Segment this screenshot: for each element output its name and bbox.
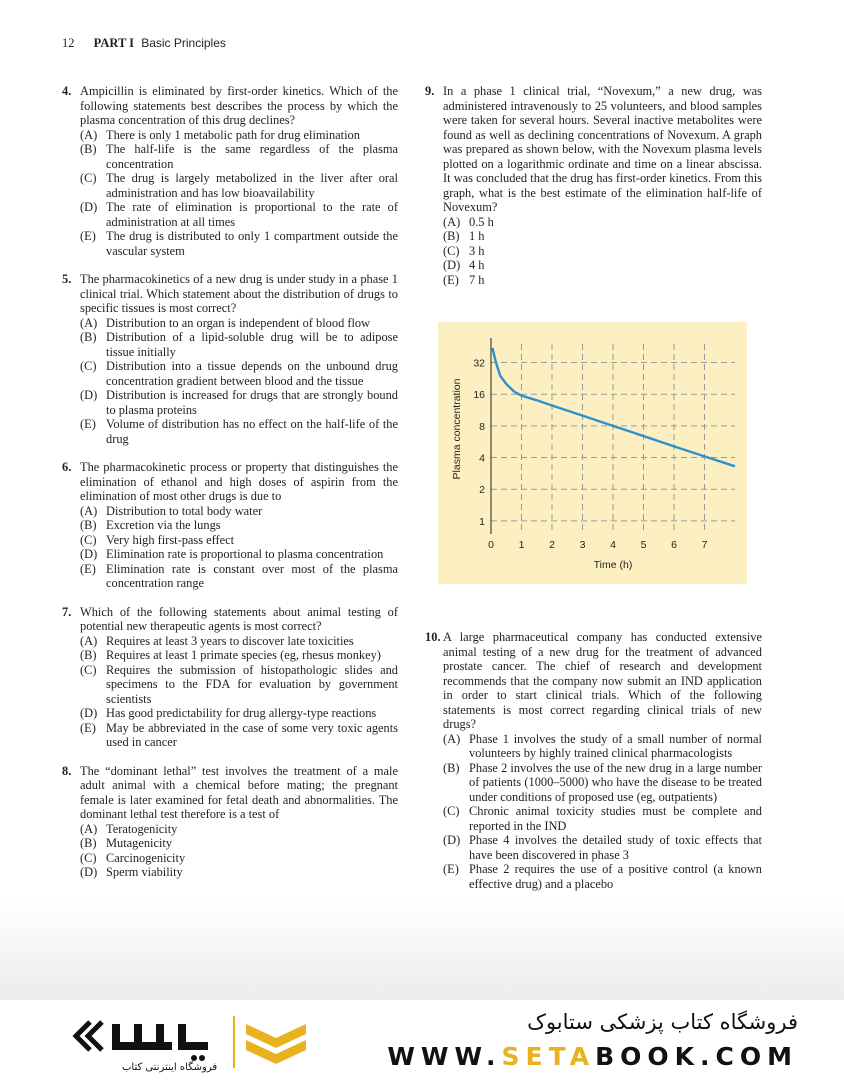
- option-letter: (A): [80, 821, 98, 836]
- question-text: Ampicillin is eliminated by first-order kinetics. Which of the following statements best describes the process by which the plasma concentration of this drug declines?: [80, 84, 398, 127]
- answer-option: [80, 648, 398, 663]
- option-text: 4 h: [469, 258, 485, 272]
- option-text: Has good predictability for drug allergy-type reactions: [106, 706, 377, 720]
- url-part-www: WWW.: [387, 1042, 502, 1071]
- option-text: The half-life is the same regardless of the plasma concentration: [106, 142, 398, 171]
- option-letter: (B): [443, 229, 460, 243]
- plasma-concentration-chart: [438, 322, 747, 584]
- question-number: 5.: [62, 272, 72, 286]
- option-letter: (E): [443, 862, 459, 876]
- option-text: Chronic animal toxicity studies must be complete and reported in the IND: [469, 804, 762, 833]
- x-tick-label: 1: [518, 539, 525, 551]
- left-column: [62, 84, 398, 894]
- answer-option: [80, 142, 398, 171]
- question-stem: [62, 272, 398, 316]
- footer-shade: [0, 900, 844, 1000]
- y-axis-label: Plasma concentration: [451, 378, 463, 480]
- option-letter: (D): [80, 865, 98, 879]
- section-title: Basic Principles: [141, 36, 226, 50]
- question-number: 4.: [62, 84, 72, 98]
- question-stem: [425, 84, 762, 215]
- option-letter: (E): [80, 561, 96, 576]
- answer-option: [443, 761, 762, 805]
- option-letter: (D): [80, 706, 98, 720]
- option-letter: (C): [443, 243, 460, 258]
- answer-option: [80, 721, 398, 750]
- logo-subtitle: فروشگاه اینترنتی کتاب: [122, 1062, 218, 1073]
- option-letter: (A): [80, 315, 98, 330]
- x-tick-label: 0: [488, 539, 494, 551]
- question-item: [62, 272, 398, 446]
- store-name: فروشگاه کتاب پزشکی ستابوک: [527, 1010, 798, 1034]
- answer-option: [443, 229, 762, 244]
- answer-option: [80, 547, 398, 562]
- option-letter: (C): [80, 532, 97, 547]
- option-letter: (A): [443, 214, 461, 229]
- option-letter: (E): [80, 229, 96, 243]
- setabook-logo: [62, 1010, 312, 1074]
- option-text: Elimination rate is proportional to plasma concentration: [106, 547, 384, 561]
- answer-option: [80, 417, 398, 446]
- logo-wordmark: [112, 1024, 208, 1061]
- option-letter: (D): [443, 258, 461, 272]
- option-text: Teratogenicity: [106, 821, 178, 836]
- answer-option: [80, 359, 398, 388]
- answer-option: [443, 244, 762, 259]
- answer-option: [80, 851, 398, 866]
- url-part-seta: SETA: [501, 1042, 596, 1071]
- option-letter: (B): [80, 518, 97, 532]
- logo-chevrons-left-icon: [76, 1022, 102, 1050]
- answer-option: [80, 822, 398, 837]
- question-item: [62, 84, 398, 258]
- option-letter: (E): [80, 720, 96, 735]
- option-letter: (C): [80, 662, 97, 677]
- option-text: Volume of distribution has no effect on the half-life of the drug: [106, 417, 398, 446]
- question-text: The pharmacokinetics of a new drug is under study in a phase 1 clinical trial. Which statement about the distribution of drugs to specific tissues is most correct?: [80, 272, 398, 315]
- x-tick-label: 4: [610, 539, 616, 551]
- right-column: [425, 84, 762, 301]
- question-text: Which of the following statements about animal testing of potential new therapeutic agents is most correct?: [80, 604, 398, 633]
- logo-chevrons-down-icon: [246, 1024, 306, 1064]
- option-text: Very high first-pass effect: [106, 532, 235, 547]
- question-stem: [425, 630, 762, 732]
- option-text: Requires the submission of histopathologic slides and specimens to the FDA for evaluation by government scientists: [106, 662, 398, 706]
- answer-option: [80, 128, 398, 143]
- option-text: 0.5 h: [469, 214, 494, 229]
- answer-option: [80, 200, 398, 229]
- question-item: [62, 764, 398, 880]
- answer-option: [443, 273, 762, 288]
- option-text: May be abbreviated in the case of some very toxic agents used in cancer: [106, 720, 398, 749]
- option-text: The rate of elimination is proportional to the rate of administration at all times: [106, 200, 398, 229]
- answer-option: [443, 215, 762, 230]
- question-text: A large pharmaceutical company has conducted extensive animal testing of a new drug for the treatment of advanced prostate cancer. The chief of research and development recommends that the company now submit an IND application in order to start clinical trials. Which of the following statements is most correct regarding clinical trials of new drugs?: [443, 630, 762, 731]
- answer-option: [80, 316, 398, 331]
- option-text: 1 h: [469, 229, 485, 243]
- question-number: 8.: [62, 763, 72, 778]
- answer-option: [80, 562, 398, 591]
- option-letter: (A): [80, 633, 98, 648]
- question-number: 10.: [425, 630, 441, 644]
- x-axis-label: Time (h): [593, 559, 633, 571]
- question-stem: [62, 460, 398, 504]
- option-letter: (B): [80, 330, 97, 344]
- answer-option: [80, 388, 398, 417]
- answer-option: [80, 330, 398, 359]
- option-text: The drug is largely metabolized in the liver after oral administration and has low bioavailability: [106, 171, 398, 200]
- part-label: PART I: [93, 36, 135, 50]
- y-tick-label: 4: [479, 452, 485, 465]
- answer-option: [80, 836, 398, 851]
- answer-option: [443, 732, 762, 761]
- answer-option: [80, 229, 398, 258]
- x-tick-label: 6: [671, 539, 677, 551]
- option-letter: (D): [80, 547, 98, 561]
- x-tick-label: 5: [640, 539, 647, 551]
- option-text: Elimination rate is constant over most of the plasma concentration range: [106, 561, 398, 590]
- y-tick-label: 32: [473, 357, 485, 370]
- option-text: 3 h: [469, 243, 485, 258]
- option-letter: (B): [80, 648, 97, 662]
- option-letter: (C): [80, 850, 97, 865]
- option-text: Sperm viability: [106, 865, 183, 879]
- option-text: Requires at least 3 years to discover late toxicities: [106, 633, 354, 648]
- option-text: Phase 2 requires the use of a positive control (a known effective drug) and a placebo: [469, 862, 762, 891]
- option-letter: (E): [80, 417, 96, 431]
- answer-option: [80, 504, 398, 519]
- answer-option: [443, 804, 762, 833]
- question-stem: [62, 764, 398, 822]
- question-item: [62, 605, 398, 750]
- question-item: [62, 460, 398, 591]
- answer-option: [443, 833, 762, 862]
- option-letter: (C): [80, 359, 97, 373]
- question-number: 7.: [62, 604, 72, 619]
- question-number: 6.: [62, 460, 72, 474]
- option-text: Requires at least 1 primate species (eg, rhesus monkey): [106, 648, 381, 662]
- y-tick-label: 8: [479, 420, 485, 433]
- x-tick-label: 7: [701, 539, 708, 551]
- answer-option: [80, 663, 398, 707]
- question-item: [425, 84, 762, 287]
- option-text: 7 h: [469, 272, 485, 287]
- answer-option: [80, 533, 398, 548]
- option-letter: (D): [443, 833, 461, 847]
- option-letter: (A): [443, 731, 461, 746]
- option-text: There is only 1 metabolic path for drug elimination: [106, 127, 360, 142]
- question-stem: [62, 84, 398, 128]
- option-text: Distribution to an organ is independent of blood flow: [106, 315, 371, 330]
- option-text: Carcinogenicity: [106, 850, 186, 865]
- option-letter: (B): [443, 760, 460, 775]
- option-text: Distribution into a tissue depends on the unbound drug concentration gradient between blood and the tissue: [106, 359, 398, 388]
- url-part-book: BOOK.COM: [595, 1042, 798, 1071]
- page-number: 12: [62, 36, 75, 50]
- y-tick-label: 1: [479, 515, 485, 528]
- question-stem: [62, 605, 398, 634]
- y-tick-label: 16: [473, 389, 485, 402]
- answer-option: [80, 865, 398, 880]
- x-tick-label: 3: [579, 539, 586, 551]
- option-text: Distribution of a lipid-soluble drug will be to adipose tissue initially: [106, 330, 398, 359]
- question-text: The pharmacokinetic process or property that distinguishes the elimination of ethanol and high doses of aspirin from the elimination of most other drugs is due to: [80, 460, 398, 503]
- answer-option: [443, 862, 762, 891]
- answer-option: [80, 518, 398, 533]
- chart-svg: [438, 322, 747, 584]
- answer-option: [80, 634, 398, 649]
- question-number: 9.: [425, 84, 435, 98]
- option-letter: (C): [443, 804, 460, 818]
- question-text: The “dominant lethal” test involves the treatment of a male adult animal with a chemical before mating; the pregnant female is later examined for fetal death and abnormalities. The dominant lethal test therefore is a test of: [80, 763, 398, 821]
- question-item: [425, 630, 762, 891]
- option-letter: (B): [80, 836, 97, 850]
- option-text: Phase 2 involves the use of the new drug in a large number of patients (1000–5000) who have the disease to be treated under conditions of proposed use (eg, outpatients): [469, 760, 762, 804]
- option-text: Distribution is increased for drugs that are strongly bound to plasma proteins: [106, 388, 398, 417]
- option-letter: (C): [80, 171, 97, 185]
- answer-option: [80, 706, 398, 721]
- option-letter: (E): [443, 272, 459, 287]
- question-text: In a phase 1 clinical trial, “Novexum,” a new drug, was administered intravenously to 25 volunteers, and blood samples were taken for several hours. Several inactive metabolites were found as well as declining concentrations of Novexum. A graph was prepared as shown below, with the Novexum plasma levels plotted on a logarithmic ordinate and time on a linear abscissa. It was concluded that the drug has first-order kinetics. From this graph, what is the best estimate of the elimination half-life of Novexum?: [443, 84, 762, 214]
- option-text: Distribution to total body water: [106, 503, 263, 518]
- option-letter: (D): [80, 200, 98, 214]
- running-header: [62, 36, 226, 51]
- option-letter: (B): [80, 142, 97, 156]
- option-text: Phase 4 involves the detailed study of toxic effects that have been discovered in phase 3: [469, 833, 762, 862]
- question-10-block: [425, 630, 762, 905]
- option-letter: (A): [80, 503, 98, 518]
- option-text: Mutagenicity: [106, 836, 173, 850]
- series-line: [493, 348, 735, 466]
- option-text: Excretion via the lungs: [106, 518, 221, 532]
- x-tick-label: 2: [549, 539, 555, 551]
- y-tick-label: 2: [479, 484, 485, 497]
- option-letter: (D): [80, 388, 98, 402]
- option-letter: (A): [80, 127, 98, 142]
- website-url[interactable]: [387, 1042, 798, 1071]
- answer-option: [80, 171, 398, 200]
- answer-option: [443, 258, 762, 273]
- option-text: The drug is distributed to only 1 compartment outside the vascular system: [106, 229, 398, 258]
- option-text: Phase 1 involves the study of a small number of normal volunteers by highly trained clinical pharmacologists: [469, 731, 762, 760]
